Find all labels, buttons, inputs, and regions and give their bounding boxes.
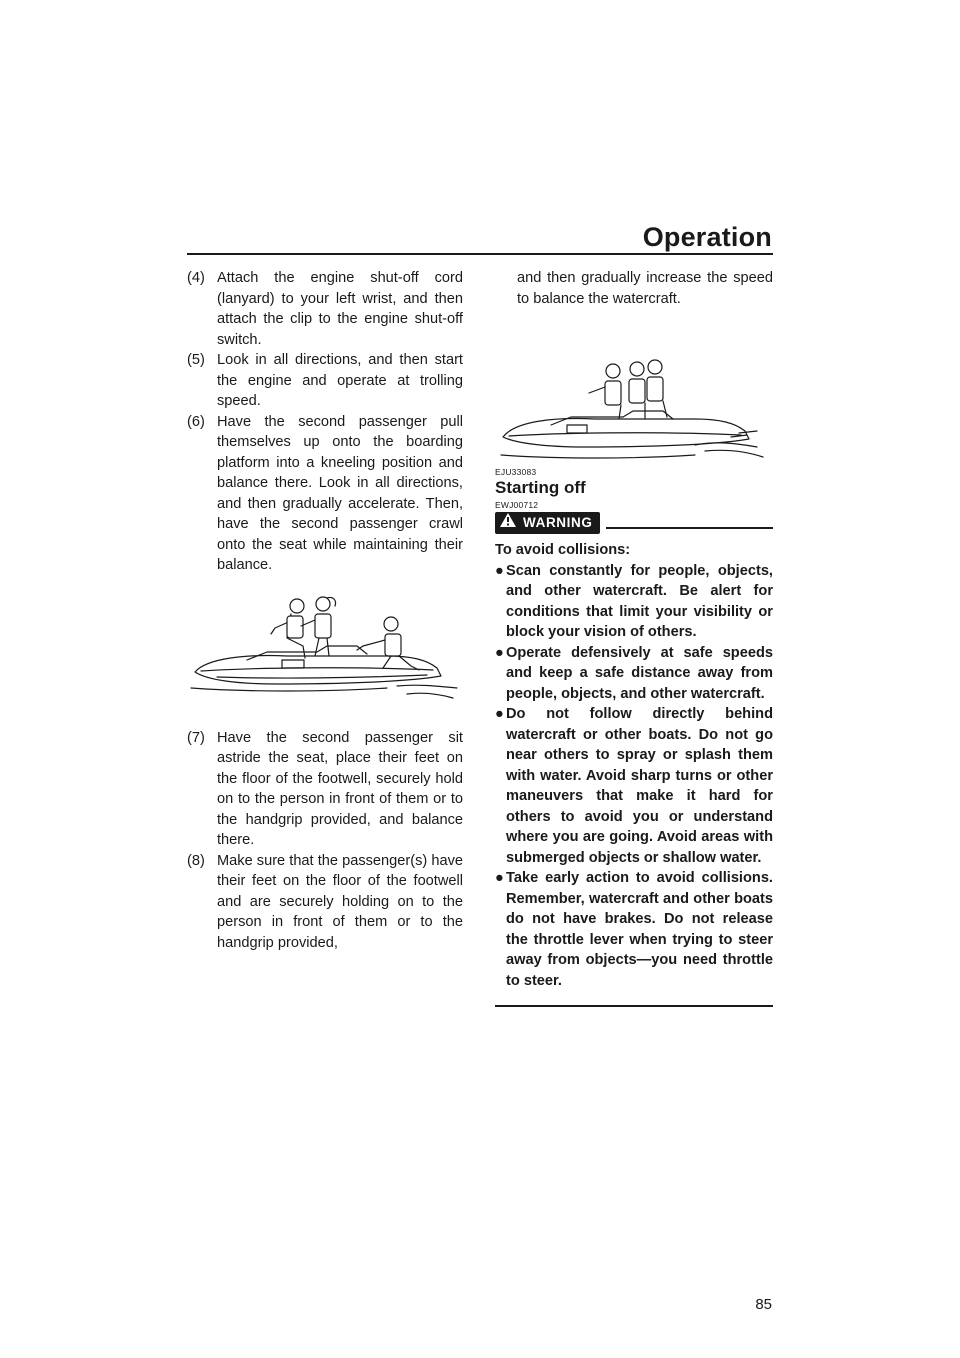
step-4 — [187, 268, 463, 350]
warning-bullet — [495, 561, 773, 643]
warning-rule — [606, 527, 773, 529]
step-text: Have the second passenger sit astride the seat, place their feet on the floor of the footwell, securely hold on to the person in front of them or to the handgrip provided, and balance there. — [217, 729, 463, 848]
step-6 — [187, 412, 463, 576]
warning-bullet — [495, 643, 773, 705]
step-8-continuation: and then gradually increase the speed to balance the watercraft. — [517, 270, 773, 307]
warning-bullet — [495, 868, 773, 991]
warning-badge — [495, 512, 600, 534]
step-text: Attach the engine shut-off cord (lanyard) to your left wrist, and then attach the clip to the engine shut-off switch. — [217, 270, 463, 348]
step-text: Make sure that the passenger(s) have their feet on the floor of the footwell and are securely holding on to the person in front of them or to the handgrip provided, — [217, 852, 463, 951]
step-5 — [187, 350, 463, 412]
warning-bullet — [495, 704, 773, 868]
bullet-text: Operate defensively at safe speeds and keep a safe distance away from people, objects, and other watercraft. — [506, 644, 773, 702]
step-8 — [187, 851, 463, 954]
warning-header — [495, 512, 773, 534]
step-number: (6) — [187, 413, 205, 430]
bullet-icon: ● — [495, 562, 504, 579]
step-number: (5) — [187, 352, 205, 368]
page-number: 85 — [755, 1296, 772, 1313]
step-7 — [187, 728, 463, 851]
left-column — [187, 268, 463, 953]
step-number: (7) — [187, 729, 205, 746]
bullet-text: Scan constantly for people, objects, and other watercraft. Be alert for conditions that limit your visibility or block your vision of others. — [506, 562, 773, 640]
bullet-icon: ● — [495, 870, 504, 886]
step-number: (4) — [187, 270, 205, 286]
step-text: Look in all directions, and then start the engine and operate at trolling speed. — [217, 352, 463, 409]
header-rule — [187, 253, 773, 255]
bullet-icon: ● — [495, 644, 504, 661]
page-title: Operation — [642, 222, 772, 252]
bullet-text: Do not follow directly behind watercraft or other boats. Do not go near others to spray or splash them with water. Avoid sharp turns or other maneuvers that make it hard for others to avoid you or understand where you are going. Avoid areas with submerged objects or shallow water. — [506, 706, 773, 866]
right-column — [495, 268, 773, 1007]
warning-end-rule — [495, 1005, 773, 1007]
warning-triangle-icon — [499, 512, 517, 535]
section-code: EJU33083 — [495, 467, 537, 477]
warning-label: WARNING — [523, 514, 593, 530]
bullet-icon: ● — [495, 706, 504, 722]
section-title: Starting off — [495, 478, 586, 497]
step-number: (8) — [187, 852, 205, 869]
bullet-text: Take early action to avoid collisions. Remember, watercraft and other boats do not have brakes. Do not release the throttle lever when trying to steer away from objects—you need throttle to steer. — [506, 870, 773, 989]
illustration-three-riders — [495, 309, 773, 467]
illustration-passenger-boarding — [187, 576, 463, 728]
warning-code: EWJ00712 — [495, 500, 539, 510]
step-text: Have the second passenger pull themselves up onto the boarding platform into a kneeling position and balance there. Look in all directions, and then gradually accelerate. Then, have the second passenger crawl onto the seat while maintaining their balance. — [217, 413, 463, 573]
warning-body — [495, 540, 773, 991]
warning-intro: To avoid collisions: — [495, 542, 631, 558]
